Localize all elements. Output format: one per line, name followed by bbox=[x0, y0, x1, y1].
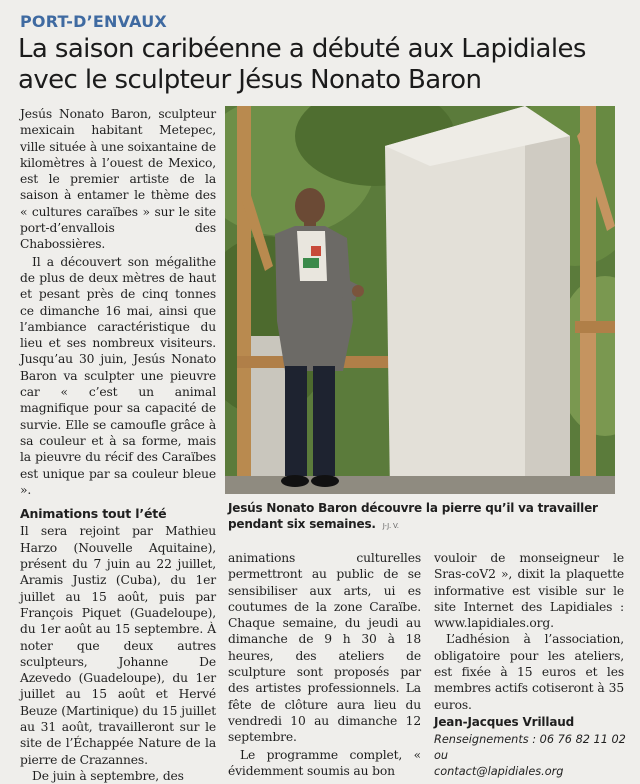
article-column-1 bbox=[20, 106, 216, 784]
headline-line-1: La saison caribéenne a débuté aux Lapidiales bbox=[18, 34, 586, 64]
sculptor-photo-illustration bbox=[225, 106, 615, 494]
headline-line-2: avec le sculpteur Jésus Nonato Baron bbox=[18, 65, 482, 95]
paragraph-events-start: De juin à septembre, des bbox=[32, 768, 184, 783]
paragraph-programme: Le programme complet, « évidemment soumis au bon bbox=[228, 747, 421, 778]
article-column-3 bbox=[434, 550, 624, 730]
photo-credit: J-J. V. bbox=[382, 522, 399, 530]
article-column-2 bbox=[228, 550, 421, 779]
subheading-animations: Animations tout l’été bbox=[20, 506, 167, 522]
contact-info bbox=[434, 732, 634, 780]
paragraph-intro: Jesús Nonato Baron, sculpteur mexicain habitant Metepec, ville située à une soixantaine de kilomètres à l’ouest de Mexico, est le premier artiste de la saison à entamer le thème des « cultures caraïbes » sur le site port-d’envallois des Chabossières. bbox=[20, 107, 216, 252]
caption-text: Jesús Nonato Baron découvre la pierre qu’il va travailler pendant six semaines. bbox=[228, 501, 598, 531]
paragraph-megalith: Il a découvert son mégalithe de plus de deux mètres de haut et pesant près de cinq tonnes ce dimanche 16 mai, ainsi que l’ambiance caractéristique du lieu et ses nombreux visiteurs. Jusqu’au 30 juin, Jesús Nonato Baron va sculpter une pieuvre car « c’est un animal magnifique pour sa capacité de survie. Elle se camoufle grâce à sa couleur et à sa forme, mais la pieuvre du récif des Caraïbes est unique par sa couleur bleue ». bbox=[20, 254, 216, 497]
contact-phone-line: Renseignements : 06 76 82 11 02 ou bbox=[434, 733, 626, 762]
section-label: PORT-D’ENVAUX bbox=[20, 12, 167, 31]
author-signature: Jean-Jacques Vrillaud bbox=[434, 714, 575, 729]
article-photo bbox=[225, 106, 615, 494]
contact-email-line: contact@lapidiales.org bbox=[434, 765, 564, 778]
paragraph-website: vouloir de monseigneur le Sras-coV2 », dixit la plaquette informative est visible sur le site Internet des Lapidiales : www.lapidiales.org. bbox=[434, 551, 624, 631]
paragraph-artists: Il sera rejoint par Mathieu Harzo (Nouvelle Aquitaine), présent du 7 juin au 22 juillet, Aramis Justiz (Cuba), du 1er juillet au 15 août, puis par François Piquet (Guadeloupe), du 1er août au 15 septembre. À noter que deux autres sculpteurs, Johanne De Azevedo (Guadeloupe), du 1er juillet au 15 août et Hervé Beuze (Martinique) du 15 juillet au 31 août, travailleront sur le site de l’Échappée Nature de la pierre de Crazannes. bbox=[20, 524, 216, 767]
paragraph-membership: L’adhésion à l’association, obligatoire pour les ateliers, est fixée à 15 euros et les membres actifs cotiseront à 35 euros. bbox=[434, 632, 624, 712]
paragraph-animations: animations culturelles permettront au public de se sensibiliser aux arts, ui es coutumes de la zone Caraïbe. Chaque semaine, du jeudi au dimanche de 9 h 30 à 18 heures, des ateliers de sculpture sont proposés par des artistes professionnels. La fête de clôture aura lieu du vendredi 10 au dimanche 12 septembre. bbox=[228, 551, 421, 745]
photo-caption bbox=[228, 500, 628, 534]
headline bbox=[18, 34, 628, 96]
